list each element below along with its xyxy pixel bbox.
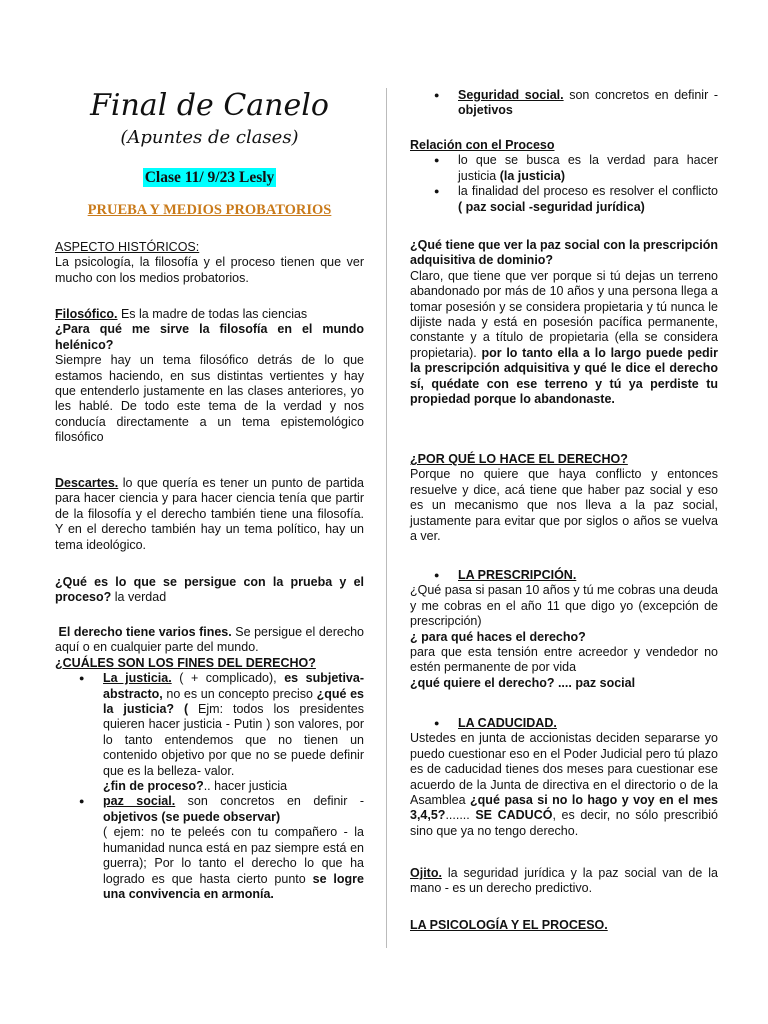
caducidad-section [410, 716, 718, 839]
historicos-heading: ASPECTO HISTÓRICOS: [55, 240, 200, 254]
para-text: para que esta tensión entre acreedor y vendedor no estén permanente de por vida [410, 645, 718, 675]
filosofico-section [55, 307, 364, 446]
seguridad-paragraph [458, 88, 718, 119]
fin-proceso-line [103, 779, 364, 794]
psicologia-heading: LA PSICOLOGÍA Y EL PROCESO. [410, 918, 608, 932]
justicia-bold-1: es subjetiva-abstracto, [103, 671, 365, 701]
ojito-section [410, 866, 718, 897]
descartes-label: Descartes. [55, 476, 119, 490]
fines-paragraph [55, 625, 364, 656]
justicia-paragraph [103, 671, 364, 779]
porque-heading: ¿POR QUÉ LO HACE EL DERECHO? [410, 452, 628, 466]
ojito-paragraph [410, 866, 718, 897]
seguridad-bold: objetivos [458, 103, 513, 118]
paz-text-2: ( ejem: no te peleés con tu compañero - la humanidad nunca está en paz siempre está en guerra); Por lo tanto el derecho lo que ha logrado es que hasta cierto punto [103, 825, 364, 886]
historicos-section [55, 240, 364, 286]
justicia-text-2: no es un concepto preciso [162, 686, 317, 701]
relacion-2 [458, 184, 718, 215]
caducidad-text-1: Ustedes en junta de accionistas deciden separarse yo puedo cuestionar eso en el Poder Judicial pero tú plazo es de caducidad tienes dos meses para cuestionar ese acuerdo de la Junta de directiva en el directorio o de la Asamblea [410, 731, 718, 808]
caducidad-text-2: ....... [445, 808, 476, 823]
prescripcion-heading: ● LA PRESCRIPCIÓN. [458, 568, 577, 582]
paz-prescripcion-text: Claro, que tiene que ver porque si tú dejas un terreno abandonado por más de 10 años y una persona llega a tomar posesión y se considera propietaria y tú nunca le dijiste nada y está en posesión pacífica permanente, constante y a título de propietaria (ella se considera propietaria). [410, 268, 718, 360]
descartes-text: lo que quería es tener un punto de partida para hacer ciencia y para hacer ciencia tenía que partir de la filosofía y el derecho también tiene una filosofía. Y en el derecho también hay un tema político, hay un tema ideológico. [55, 476, 364, 552]
fines-text: Se persigue el derecho aquí o en cualquier parte del mundo. [55, 625, 364, 655]
caducidad-paragraph [410, 731, 718, 839]
bullet-relacion-1 [410, 153, 718, 184]
clase-line [55, 168, 364, 187]
bullet-prescripcion [410, 568, 718, 583]
relacion-section [410, 138, 718, 215]
quiere-question: ¿qué quiere el derecho? .... paz social [410, 675, 636, 690]
paz-prescripcion-section [410, 238, 718, 407]
ojito-label: Ojito. [410, 866, 442, 880]
bullet-seguridad [410, 88, 718, 119]
historicos-text: La psicología, la filosofía y el proceso tienen que ver mucho con los medios probatorios. [55, 255, 364, 285]
relacion-1-text: lo que se busca es la verdad para hacer justicia [458, 153, 718, 183]
relacion-2-text: la finalidad del proceso es resolver el conflicto [458, 184, 718, 199]
filosofia-question: ¿Para qué me sirve la filosofía en el mundo helénico? [55, 322, 364, 352]
column-divider [386, 88, 387, 948]
relacion-2-bold: ( paz social -seguridad jurídica) [458, 199, 645, 214]
paz-paragraph [103, 794, 364, 825]
seguridad-text: son concretos en definir - [563, 88, 718, 102]
bullet-justicia [55, 671, 364, 794]
filosofico-label: Filosófico. [55, 307, 118, 321]
bullet-relacion-2 [410, 184, 718, 215]
seguridad-label: Seguridad social. [458, 88, 564, 102]
paz-prescripcion-bold: por lo tanto ella a lo largo puede pedir la prescripción adquisitiva y qué le dice el derecho sí, quédate con ese terreno y tú ya perdiste tu propiedad porque lo abandonaste. [410, 345, 718, 407]
prescripcion-section [410, 568, 718, 691]
document-title: Final de Canelo [90, 88, 329, 123]
paz-prescripcion-paragraph [410, 269, 718, 408]
topic-heading: PRUEBA Y MEDIOS PROBATORIOS [87, 202, 332, 218]
paz-text-1: son concretos en definir - [175, 794, 364, 809]
para-question: ¿ para qué haces el derecho? [410, 629, 586, 644]
persigue-answer: la verdad [111, 590, 167, 605]
filosofia-text: Siempre hay un tema filosófico detrás de lo que estamos haciendo, en sus distintas vertientes y hay que entenderlo justamente en las clases anteriores, yo les hablé. De todo este tema de la verdad y nos conducía directamente a un tema epistemológico filosófico [55, 353, 364, 445]
clase-label: Clase 11/ 9/23 Lesly [144, 169, 275, 186]
relacion-heading: Relación con el Proceso [410, 138, 555, 152]
fines-section [55, 625, 364, 902]
relacion-1-bold: (la justicia) [499, 168, 565, 183]
justicia-label: La justicia. [103, 671, 172, 686]
filosofico-line [55, 307, 364, 322]
justicia-text-3: Ejm: todos los presidentes quieren hacer justicia - Putin ) son valores, por lo tanto entendemos que no tienen un contenido objetivo por que no se puede definir que es la belleza- valor. [103, 702, 364, 778]
paz-bold-1: objetivos (se puede observar) [103, 809, 281, 824]
justicia-bold-2: ¿qué es la justicia? ( [103, 686, 364, 717]
caducidad-bold-2: SE CADUCÓ [475, 808, 553, 823]
caducidad-bold-1: ¿qué pasa si no lo hago y voy en el mes 3,4,5? [410, 793, 718, 823]
relacion-1 [458, 153, 718, 184]
porque-text: Porque no quiere que haya conflicto y entonces resuelve y dice, acá tiene que haber paz social y eso es un mecanismo que nos lleva a la paz social, justamente para evitar que por siglos o años se vuelva a ver. [410, 467, 718, 544]
justicia-text-1: ( + complicado), [171, 671, 285, 686]
psicologia-section [410, 918, 718, 933]
caducidad-heading: ● LA CADUCIDAD. [458, 716, 557, 730]
document-subtitle: (Apuntes de clases) [120, 127, 299, 148]
persigue-paragraph [55, 575, 364, 606]
bullet-paz-social [55, 794, 364, 902]
paz-bold-2: se logre una convivencia en armonía. [103, 871, 364, 901]
prescripcion-text: ¿Qué pasa si pasan 10 años y tú me cobras una deuda y me cobras en el año 11 que digo yo (excepción de prescripción) [410, 583, 718, 629]
paz-label: paz social. [103, 794, 176, 809]
paz-prescripcion-question: ¿Qué tiene que ver la paz social con la prescripción adquisitiva de dominio? [410, 238, 718, 268]
descartes-paragraph [55, 476, 364, 553]
seguridad-section [410, 88, 718, 119]
paz-paragraph-2 [103, 825, 364, 902]
bullet-caducidad [410, 716, 718, 731]
persigue-question: ¿Qué es lo que se persigue con la prueba y el proceso? [55, 575, 364, 605]
ojito-text: la seguridad jurídica y la paz social van de la mano - es un derecho predictivo. [410, 866, 718, 896]
porque-section [410, 452, 718, 544]
fines-label: El derecho tiene varios fines. [58, 625, 232, 639]
filosofico-text: Es la madre de todas las ciencias [117, 307, 308, 321]
descartes-section [55, 476, 364, 553]
fines-heading: ¿CUÁLES SON LOS FINES DEL DERECHO? [55, 655, 316, 670]
fin-proceso-answer: .. hacer justicia [203, 779, 288, 794]
fin-proceso-question: ¿fin de proceso? [103, 779, 204, 794]
persigue-section [55, 575, 364, 606]
caducidad-text-3: , es decir, no sólo prescribió sino que ya no tengo derecho. [410, 808, 718, 838]
